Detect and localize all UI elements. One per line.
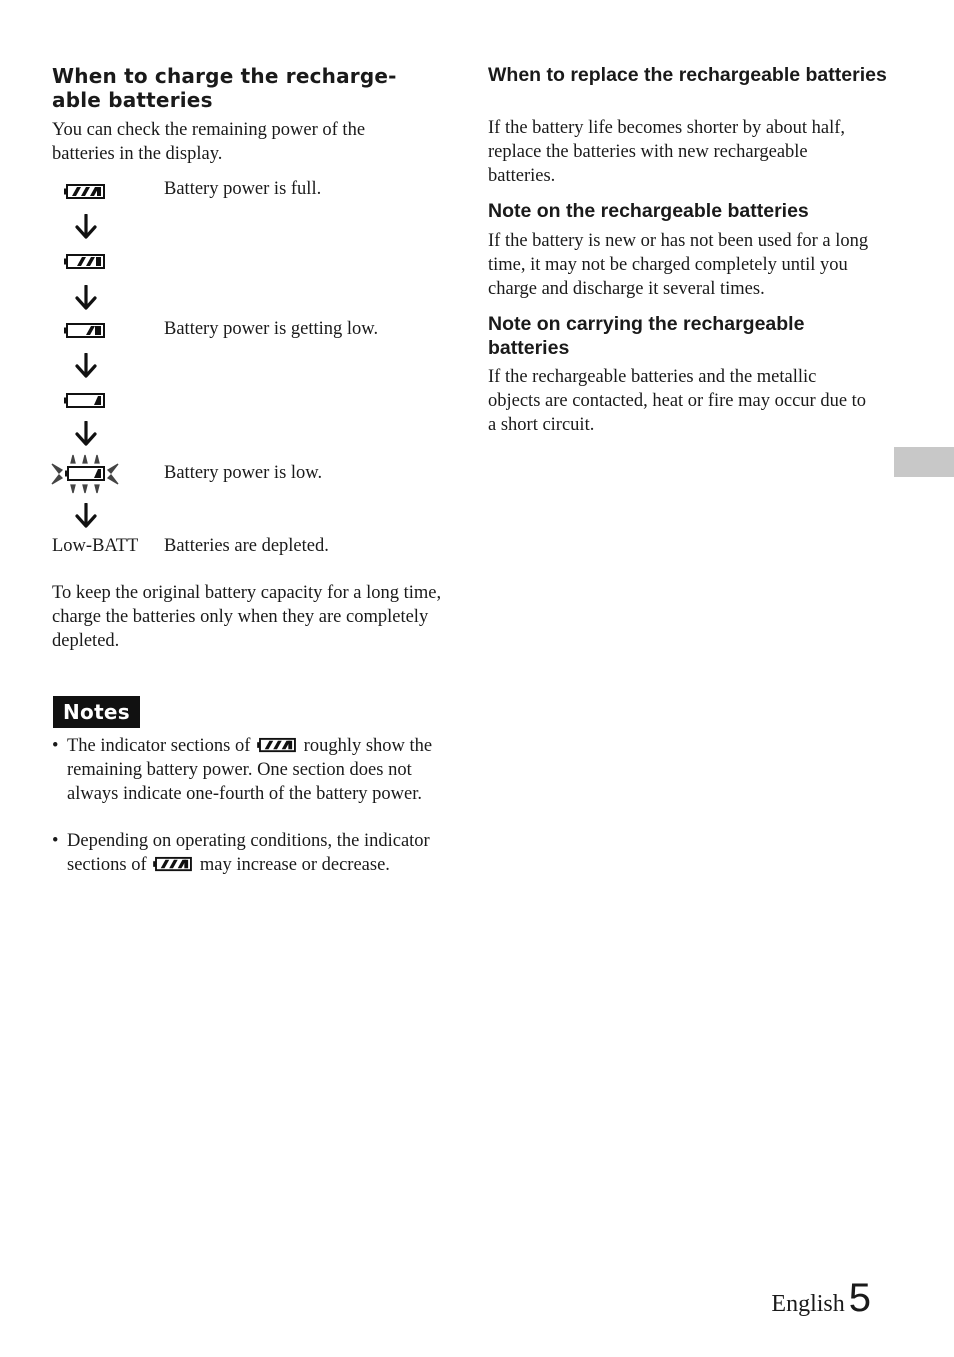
section-thumb-tab (894, 447, 954, 477)
low-batt-label: Low-BATT (52, 536, 139, 556)
battery-state-text-low: Battery power is low. (164, 463, 323, 483)
section-heading-when-to-replace: When to replace the rechargeable batteries (488, 64, 887, 86)
section-heading-when-to-charge (52, 64, 442, 112)
page-footer (771, 1276, 871, 1320)
arrow-down-icon (75, 214, 97, 240)
battery-low-icon (64, 392, 106, 410)
section-heading-note-rechargeable: Note on the rechargeable batteries (488, 200, 809, 222)
note-text-after: may increase or decrease. (199, 855, 390, 875)
battery-state-text-full: Battery power is full. (164, 179, 322, 199)
section-heading-note-carrying: Note on carrying the rechargeable batteries (488, 313, 805, 359)
battery-full-icon (153, 856, 193, 873)
note-item (52, 734, 437, 806)
battery-full-icon (257, 737, 297, 754)
notes-badge: Notes (53, 696, 140, 728)
arrow-down-icon (75, 503, 97, 529)
note-text-before: Depending on operating conditions, the indicator sections of (67, 831, 430, 875)
intro-paragraph: You can check the remaining power of the batteries in the display. (52, 120, 366, 164)
note-text-after: roughly show the remaining battery power. One section does not always indicate one-fourth of the battery power. (67, 736, 433, 804)
battery-full-icon (64, 183, 106, 201)
arrow-down-icon (75, 285, 97, 311)
battery-half-icon (64, 322, 106, 340)
arrow-down-icon (75, 353, 97, 379)
battery-state-text-depleted: Batteries are depleted. (164, 536, 329, 556)
rechargeable-note-paragraph: If the battery is new or has not been used for a long time, it may not be charged completely until you charge and discharge it several times. (488, 231, 869, 299)
capacity-advice-paragraph: To keep the original battery capacity for a long time, charge the batteries only when they are completely depleted. (52, 583, 442, 651)
battery-flashing-icon (50, 452, 120, 496)
footer-language: English (771, 1291, 845, 1317)
heading-line-2: able batteries (52, 88, 213, 112)
note-item (52, 829, 437, 877)
bullet-dot: • (52, 736, 59, 756)
arrow-down-icon (75, 421, 97, 447)
heading-line-1: When to charge the recharge- (52, 64, 397, 88)
page-number: 5 (848, 1276, 871, 1320)
battery-two-thirds-icon (64, 253, 106, 271)
replace-paragraph: If the battery life becomes shorter by about half, replace the batteries with new rechargeable batteries. (488, 118, 846, 186)
bullet-dot: • (52, 831, 59, 851)
carrying-note-paragraph: If the rechargeable batteries and the metallic objects are contacted, heat or fire may occur due to a short circuit. (488, 367, 867, 435)
note-text-before: The indicator sections of (67, 736, 251, 756)
battery-state-text-getting-low: Battery power is getting low. (164, 319, 379, 339)
